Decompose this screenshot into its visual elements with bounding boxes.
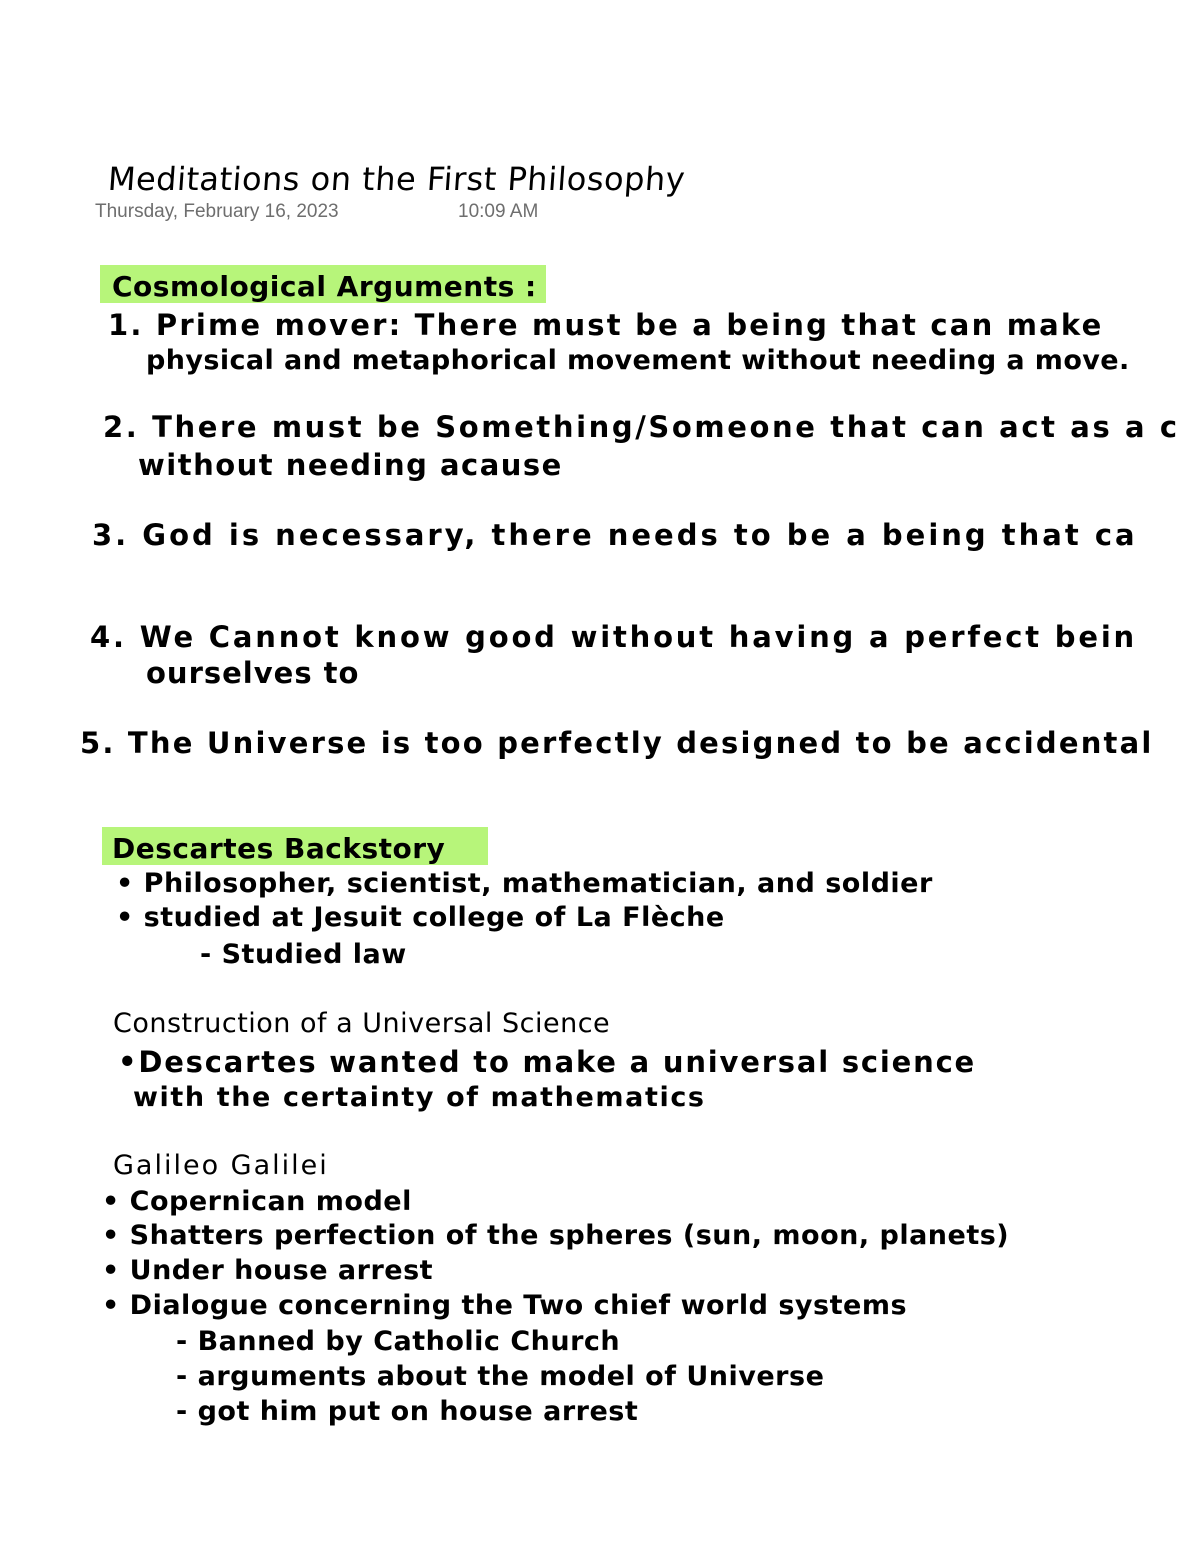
cosmological-item-2: 2. There must be Something/Someone that can act as a c	[103, 410, 1180, 444]
descartes-line-2: • studied at Jesuit college of La Flèche	[116, 902, 725, 933]
universal-science-line-2: with the certainty of mathematics	[133, 1082, 706, 1113]
cosmological-item-2-cont: without needing acause	[138, 448, 563, 482]
cosmological-item-1: 1. Prime mover: There must be a being that can make	[108, 308, 1104, 342]
cosmological-item-3: 3. God is necessary, there needs to be a being that ca	[92, 518, 1138, 552]
galileo-line-6: - arguments about the model of Universe	[176, 1361, 825, 1392]
universal-science-line-1: •Descartes wanted to make a universal science	[118, 1045, 977, 1079]
galileo-heading: Galileo Galilei	[113, 1150, 329, 1181]
cosmological-item-5: 5. The Universe is too perfectly designed to be accidental	[80, 726, 1154, 760]
galileo-line-7: - got him put on house arrest	[176, 1396, 639, 1427]
page-title: Meditations on the First Philosophy	[106, 160, 687, 198]
universal-science-heading: Construction of a Universal Science	[113, 1008, 611, 1039]
galileo-line-3: • Under house arrest	[102, 1255, 434, 1286]
galileo-line-2: • Shatters perfection of the spheres (sun, moon, planets)	[102, 1220, 1010, 1251]
descartes-line-1: • Philosopher, scientist, mathematician, and soldier	[116, 868, 933, 899]
galileo-line-5: - Banned by Catholic Church	[176, 1326, 621, 1357]
descartes-heading: Descartes Backstory	[112, 832, 446, 865]
galileo-line-1: • Copernican model	[102, 1186, 412, 1217]
cosmological-item-4: 4. We Cannot know good without having a perfect bein	[90, 620, 1138, 654]
cosmological-item-4-cont: ourselves to	[146, 656, 360, 690]
note-time: 10:09 AM	[458, 201, 539, 222]
cosmological-item-1-cont: physical and metaphorical movement without needing a move.	[146, 345, 1130, 376]
descartes-line-3: - Studied law	[200, 939, 407, 970]
galileo-line-4: • Dialogue concerning the Two chief world systems	[102, 1290, 908, 1321]
cosmological-heading: Cosmological Arguments :	[112, 270, 537, 303]
note-date: Thursday, February 16, 2023	[95, 201, 339, 222]
